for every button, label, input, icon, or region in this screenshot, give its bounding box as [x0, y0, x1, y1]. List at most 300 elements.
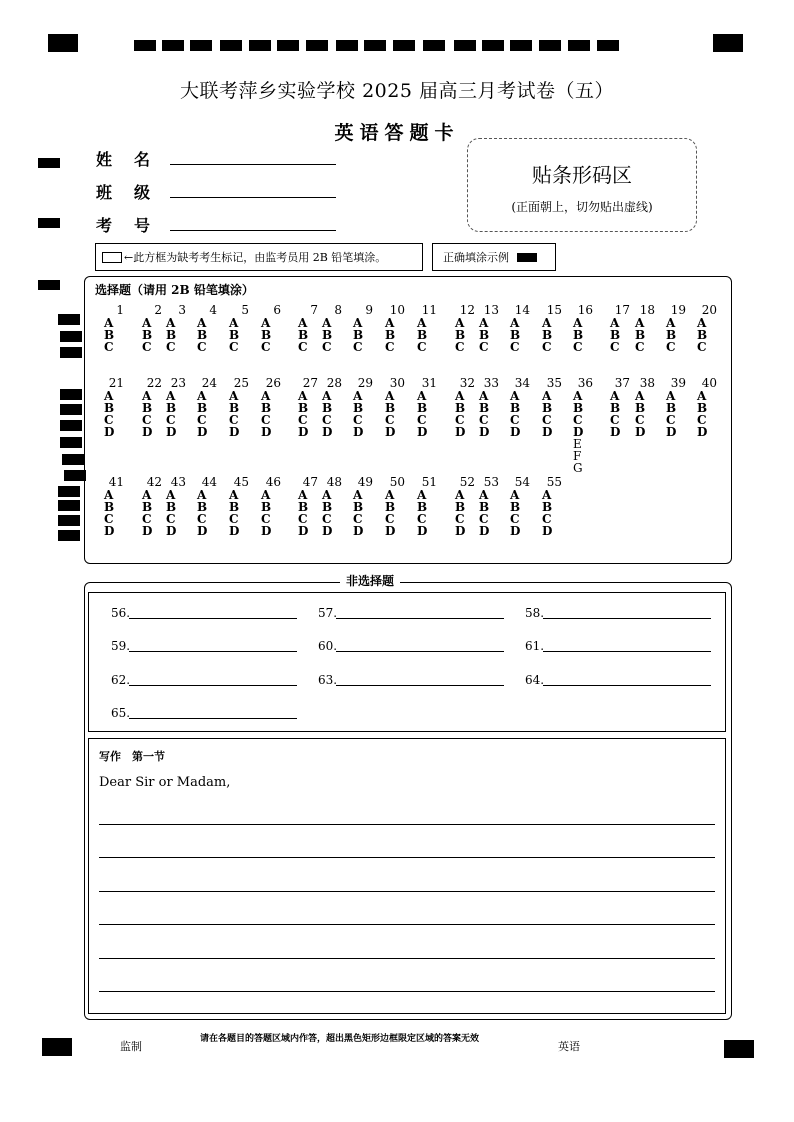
question-number: 34 — [514, 376, 530, 390]
option-bubble-c[interactable]: C — [166, 413, 176, 427]
option-bubble-c[interactable]: C — [510, 512, 520, 526]
option-bubble-c[interactable]: C — [697, 413, 707, 427]
option-bubble-a[interactable]: A — [635, 316, 645, 330]
option-bubble-d[interactable]: D — [229, 425, 240, 439]
question-29 — [353, 377, 373, 438]
option-bubble-d[interactable]: D — [322, 425, 333, 439]
option-bubble-d[interactable]: D — [104, 425, 115, 439]
question-6 — [261, 304, 281, 353]
option-bubble-c[interactable]: C — [610, 413, 620, 427]
option-bubble-a[interactable]: A — [229, 488, 239, 502]
option-bubble-a[interactable]: A — [697, 389, 707, 403]
option-bubble-a[interactable]: A — [322, 488, 332, 502]
option-bubble-a[interactable]: A — [353, 389, 363, 403]
option-bubble-c[interactable]: C — [298, 340, 308, 354]
blank-answer-line-62[interactable] — [129, 685, 297, 686]
timing-mark — [220, 40, 242, 51]
option-bubble-b[interactable]: B — [261, 328, 272, 342]
option-bubble-c[interactable]: C — [479, 413, 489, 427]
option-bubble-c[interactable]: C — [417, 413, 427, 427]
option-bubble-c[interactable]: C — [261, 340, 271, 354]
timing-mark — [60, 437, 82, 448]
option-bubble-b[interactable]: B — [229, 401, 240, 415]
option-bubble-a[interactable]: A — [455, 389, 465, 403]
option-bubble-a[interactable]: A — [261, 389, 271, 403]
option-bubble-d[interactable]: D — [666, 425, 677, 439]
option-bubble-a[interactable]: A — [573, 316, 583, 330]
option-bubble-d[interactable]: D — [298, 425, 309, 439]
question-41 — [104, 476, 124, 537]
option-bubble-a[interactable]: A — [322, 389, 332, 403]
fill-in-blanks-box — [88, 592, 726, 732]
option-bubble-b[interactable]: B — [697, 328, 708, 342]
option-bubble-b[interactable]: B — [385, 328, 396, 342]
option-bubble-d[interactable]: D — [610, 425, 621, 439]
option-bubble-c[interactable]: C — [542, 413, 552, 427]
option-bubble-c[interactable]: C — [229, 413, 239, 427]
timing-mark — [306, 40, 328, 51]
option-bubble-c[interactable]: C — [417, 340, 427, 354]
option-bubble-b[interactable]: B — [455, 500, 466, 514]
option-bubble-a[interactable]: A — [298, 488, 308, 502]
option-bubble-a[interactable]: A — [610, 389, 620, 403]
option-bubble-d[interactable]: D — [635, 425, 646, 439]
option-bubble-a[interactable]: A — [322, 316, 332, 330]
option-bubble-b[interactable]: B — [197, 328, 208, 342]
option-bubble-a[interactable]: A — [417, 389, 427, 403]
option-bubble-a[interactable]: A — [417, 488, 427, 502]
question-number: 20 — [701, 303, 717, 317]
exam-id-label: 考号 — [96, 216, 173, 235]
option-bubble-a[interactable]: A — [166, 316, 176, 330]
writing-line[interactable] — [99, 924, 715, 925]
option-bubble-a[interactable]: A — [298, 389, 308, 403]
option-bubble-d[interactable]: D — [229, 524, 240, 538]
option-bubble-c[interactable]: C — [542, 512, 552, 526]
blank-answer-line-64[interactable] — [543, 685, 711, 686]
option-bubble-d[interactable]: D — [385, 524, 396, 538]
class-field[interactable] — [170, 197, 336, 198]
writing-line[interactable] — [99, 857, 715, 858]
option-bubble-g[interactable]: G — [573, 461, 583, 475]
option-bubble-d[interactable]: D — [479, 425, 490, 439]
option-bubble-a[interactable]: A — [385, 316, 395, 330]
option-bubble-d[interactable]: D — [417, 524, 428, 538]
question-number: 6 — [273, 303, 281, 317]
option-bubble-b[interactable]: B — [542, 500, 553, 514]
option-bubble-b[interactable]: B — [385, 500, 396, 514]
option-bubble-d[interactable]: D — [166, 425, 177, 439]
option-bubble-e[interactable]: E — [573, 437, 582, 451]
question-number: 53 — [483, 475, 499, 489]
option-bubble-c[interactable]: C — [353, 340, 363, 354]
footer-subject: 英语 — [558, 1040, 580, 1053]
question-number: 51 — [421, 475, 437, 489]
option-bubble-b[interactable]: B — [166, 401, 177, 415]
option-bubble-b[interactable]: B — [479, 328, 490, 342]
option-bubble-b[interactable]: B — [542, 401, 553, 415]
question-number: 54 — [514, 475, 530, 489]
option-bubble-b[interactable]: B — [666, 328, 677, 342]
corner-mark-top-right — [713, 34, 743, 52]
option-bubble-b[interactable]: B — [573, 401, 584, 415]
card-subtitle: 英语答题卡 — [334, 122, 460, 144]
option-bubble-b[interactable]: B — [455, 401, 466, 415]
option-bubble-a[interactable]: A — [229, 316, 239, 330]
option-bubble-d[interactable]: D — [455, 425, 466, 439]
timing-mark — [364, 40, 386, 51]
option-bubble-c[interactable]: C — [261, 413, 271, 427]
question-48 — [322, 476, 342, 537]
option-bubble-b[interactable]: B — [298, 500, 309, 514]
option-bubble-d[interactable]: D — [298, 524, 309, 538]
option-bubble-b[interactable]: B — [298, 401, 309, 415]
question-number: 19 — [670, 303, 686, 317]
option-bubble-d[interactable]: D — [197, 524, 208, 538]
option-bubble-a[interactable]: A — [298, 316, 308, 330]
question-number: 2 — [154, 303, 162, 317]
question-30 — [385, 377, 405, 438]
option-bubble-c[interactable]: C — [298, 512, 308, 526]
option-bubble-c[interactable]: C — [197, 340, 207, 354]
option-bubble-b[interactable]: B — [104, 401, 115, 415]
question-3 — [166, 304, 186, 353]
option-bubble-b[interactable]: B — [166, 500, 177, 514]
option-bubble-a[interactable]: A — [385, 389, 395, 403]
option-bubble-f[interactable]: F — [573, 449, 582, 463]
option-bubble-c[interactable]: C — [166, 340, 176, 354]
option-bubble-a[interactable]: A — [635, 389, 645, 403]
blank-label-59: 59. — [111, 639, 131, 653]
writing-line[interactable] — [99, 991, 715, 992]
option-bubble-c[interactable]: C — [542, 340, 552, 354]
question-40 — [697, 377, 717, 438]
question-36 — [573, 377, 593, 474]
option-bubble-a[interactable]: A — [542, 488, 552, 502]
question-18 — [635, 304, 655, 353]
option-bubble-b[interactable]: B — [353, 328, 364, 342]
option-bubble-d[interactable]: D — [197, 425, 208, 439]
question-number: 32 — [459, 376, 475, 390]
option-bubble-a[interactable]: A — [142, 316, 152, 330]
option-bubble-b[interactable]: B — [229, 500, 240, 514]
option-bubble-b[interactable]: B — [455, 328, 466, 342]
question-9 — [353, 304, 373, 353]
name-field[interactable] — [170, 164, 336, 165]
option-bubble-a[interactable]: A — [510, 389, 520, 403]
option-bubble-a[interactable]: A — [261, 488, 271, 502]
option-bubble-a[interactable]: A — [666, 316, 676, 330]
option-bubble-b[interactable]: B — [322, 401, 333, 415]
option-bubble-c[interactable]: C — [479, 340, 489, 354]
option-bubble-b[interactable]: B — [385, 401, 396, 415]
blank-answer-line-61[interactable] — [543, 651, 711, 652]
option-bubble-d[interactable]: D — [455, 524, 466, 538]
class-label: 班级 — [96, 183, 173, 202]
option-bubble-c[interactable]: C — [455, 340, 465, 354]
timing-mark — [249, 40, 271, 51]
option-bubble-b[interactable]: B — [610, 328, 621, 342]
option-bubble-d[interactable]: D — [479, 524, 490, 538]
timing-mark — [162, 40, 184, 51]
option-bubble-a[interactable]: A — [166, 488, 176, 502]
option-bubble-c[interactable]: C — [353, 512, 363, 526]
option-bubble-a[interactable]: A — [197, 488, 207, 502]
timing-mark — [58, 314, 80, 325]
timing-mark — [60, 347, 82, 358]
option-bubble-c[interactable]: C — [166, 512, 176, 526]
option-bubble-d[interactable]: D — [385, 425, 396, 439]
timing-mark — [62, 454, 84, 465]
blank-answer-line-60[interactable] — [336, 651, 504, 652]
option-bubble-a[interactable]: A — [261, 316, 271, 330]
option-bubble-b[interactable]: B — [142, 500, 153, 514]
option-bubble-a[interactable]: A — [510, 316, 520, 330]
blank-answer-line-56[interactable] — [129, 618, 297, 619]
option-bubble-c[interactable]: C — [510, 413, 520, 427]
option-bubble-a[interactable]: A — [197, 389, 207, 403]
fill-example-mark — [517, 253, 537, 262]
option-bubble-b[interactable]: B — [635, 328, 646, 342]
option-bubble-a[interactable]: A — [142, 488, 152, 502]
option-bubble-a[interactable]: A — [542, 316, 552, 330]
option-bubble-a[interactable]: A — [353, 488, 363, 502]
option-bubble-a[interactable]: A — [510, 488, 520, 502]
option-bubble-c[interactable]: C — [635, 413, 645, 427]
question-number: 44 — [201, 475, 217, 489]
writing-title: 写作 第一节 — [99, 750, 165, 763]
option-bubble-c[interactable]: C — [322, 512, 332, 526]
option-bubble-a[interactable]: A — [573, 389, 583, 403]
option-bubble-c[interactable]: C — [104, 340, 114, 354]
blank-answer-line-58[interactable] — [543, 618, 711, 619]
writing-line[interactable] — [99, 891, 715, 892]
option-bubble-a[interactable]: A — [385, 488, 395, 502]
option-bubble-a[interactable]: A — [479, 488, 489, 502]
option-bubble-d[interactable]: D — [573, 425, 584, 439]
timing-mark — [58, 500, 80, 511]
option-bubble-c[interactable]: C — [697, 340, 707, 354]
absent-checkbox[interactable] — [102, 252, 122, 263]
question-number: 17 — [614, 303, 630, 317]
option-bubble-a[interactable]: A — [542, 389, 552, 403]
option-bubble-b[interactable]: B — [104, 328, 115, 342]
option-bubble-b[interactable]: B — [510, 500, 521, 514]
question-14 — [510, 304, 530, 353]
question-44 — [197, 476, 217, 537]
option-bubble-c[interactable]: C — [635, 340, 645, 354]
timing-mark — [336, 40, 358, 51]
blank-answer-line-57[interactable] — [336, 618, 504, 619]
option-bubble-b[interactable]: B — [479, 500, 490, 514]
writing-line[interactable] — [99, 824, 715, 825]
question-number: 18 — [639, 303, 655, 317]
option-bubble-a[interactable]: A — [104, 316, 114, 330]
option-bubble-a[interactable]: A — [479, 389, 489, 403]
option-bubble-d[interactable]: D — [166, 524, 177, 538]
option-bubble-a[interactable]: A — [479, 316, 489, 330]
option-bubble-b[interactable]: B — [610, 401, 621, 415]
option-bubble-c[interactable]: C — [610, 340, 620, 354]
writing-line[interactable] — [99, 958, 715, 959]
option-bubble-b[interactable]: B — [197, 500, 208, 514]
option-bubble-b[interactable]: B — [261, 500, 272, 514]
option-bubble-d[interactable]: D — [261, 524, 272, 538]
question-number: 52 — [459, 475, 475, 489]
option-bubble-c[interactable]: C — [197, 413, 207, 427]
option-bubble-c[interactable]: C — [142, 340, 152, 354]
option-bubble-c[interactable]: C — [385, 413, 395, 427]
timing-mark — [64, 470, 86, 481]
blank-answer-line-59[interactable] — [129, 651, 297, 652]
option-bubble-d[interactable]: D — [542, 524, 553, 538]
question-number: 45 — [233, 475, 249, 489]
option-bubble-b[interactable]: B — [166, 328, 177, 342]
question-35 — [542, 377, 562, 438]
option-bubble-d[interactable]: D — [697, 425, 708, 439]
barcode-title: 贴条形码区 — [532, 163, 632, 187]
question-number: 14 — [514, 303, 530, 317]
question-24 — [197, 377, 217, 438]
option-bubble-d[interactable]: D — [261, 425, 272, 439]
option-bubble-c[interactable]: C — [142, 413, 152, 427]
question-number: 28 — [326, 376, 342, 390]
question-number: 22 — [146, 376, 162, 390]
option-bubble-b[interactable]: B — [635, 401, 646, 415]
option-bubble-c[interactable]: C — [385, 512, 395, 526]
question-number: 33 — [483, 376, 499, 390]
option-bubble-a[interactable]: A — [229, 389, 239, 403]
question-22 — [142, 377, 162, 438]
option-bubble-c[interactable]: C — [298, 413, 308, 427]
option-bubble-a[interactable]: A — [697, 316, 707, 330]
question-17 — [610, 304, 630, 353]
question-number: 39 — [670, 376, 686, 390]
option-bubble-d[interactable]: D — [353, 425, 364, 439]
question-number: 43 — [170, 475, 186, 489]
question-25 — [229, 377, 249, 438]
timing-mark — [60, 404, 82, 415]
option-bubble-b[interactable]: B — [573, 328, 584, 342]
question-37 — [610, 377, 630, 438]
option-bubble-b[interactable]: B — [479, 401, 490, 415]
question-45 — [229, 476, 249, 537]
option-bubble-c[interactable]: C — [229, 340, 239, 354]
option-bubble-b[interactable]: B — [261, 401, 272, 415]
option-bubble-b[interactable]: B — [322, 500, 333, 514]
blank-label-60: 60. — [318, 639, 338, 653]
option-bubble-a[interactable]: A — [353, 316, 363, 330]
timing-mark — [568, 40, 590, 51]
option-bubble-c[interactable]: C — [510, 340, 520, 354]
option-bubble-c[interactable]: C — [385, 340, 395, 354]
question-33 — [479, 377, 499, 438]
option-bubble-b[interactable]: B — [229, 328, 240, 342]
option-bubble-d[interactable]: D — [417, 425, 428, 439]
option-bubble-a[interactable]: A — [666, 389, 676, 403]
option-bubble-b[interactable]: B — [417, 500, 428, 514]
question-number: 47 — [302, 475, 318, 489]
option-bubble-b[interactable]: B — [666, 401, 677, 415]
option-bubble-b[interactable]: B — [353, 500, 364, 514]
option-bubble-d[interactable]: D — [510, 425, 521, 439]
option-bubble-b[interactable]: B — [104, 500, 115, 514]
option-bubble-c[interactable]: C — [322, 340, 332, 354]
option-bubble-c[interactable]: C — [104, 413, 114, 427]
option-bubble-b[interactable]: B — [353, 401, 364, 415]
corner-mark-bottom-left — [42, 1038, 72, 1056]
option-bubble-c[interactable]: C — [417, 512, 427, 526]
option-bubble-a[interactable]: A — [104, 389, 114, 403]
option-bubble-c[interactable]: C — [479, 512, 489, 526]
option-bubble-b[interactable]: B — [142, 328, 153, 342]
option-bubble-b[interactable]: B — [510, 401, 521, 415]
option-bubble-c[interactable]: C — [666, 413, 676, 427]
option-bubble-a[interactable]: A — [455, 316, 465, 330]
option-bubble-b[interactable]: B — [322, 328, 333, 342]
option-bubble-b[interactable]: B — [142, 401, 153, 415]
question-7 — [298, 304, 318, 353]
option-bubble-d[interactable]: D — [353, 524, 364, 538]
option-bubble-c[interactable]: C — [197, 512, 207, 526]
timing-mark — [277, 40, 299, 51]
option-bubble-d[interactable]: D — [510, 524, 521, 538]
blank-answer-line-63[interactable] — [336, 685, 504, 686]
option-bubble-d[interactable]: D — [142, 524, 153, 538]
option-bubble-b[interactable]: B — [298, 328, 309, 342]
multiple-choice-title: 选择题（请用 2B 铅笔填涂） — [95, 283, 254, 297]
option-bubble-c[interactable]: C — [142, 512, 152, 526]
exam-id-field[interactable] — [170, 230, 336, 231]
option-bubble-b[interactable]: B — [542, 328, 553, 342]
question-10 — [385, 304, 405, 353]
option-bubble-a[interactable]: A — [417, 316, 427, 330]
option-bubble-b[interactable]: B — [417, 401, 428, 415]
blank-answer-line-65[interactable] — [129, 718, 297, 719]
option-bubble-d[interactable]: D — [104, 524, 115, 538]
option-bubble-a[interactable]: A — [197, 316, 207, 330]
option-bubble-c[interactable]: C — [573, 340, 583, 354]
option-bubble-b[interactable]: B — [697, 401, 708, 415]
option-bubble-a[interactable]: A — [104, 488, 114, 502]
option-bubble-a[interactable]: A — [142, 389, 152, 403]
option-bubble-c[interactable]: C — [573, 413, 583, 427]
option-bubble-b[interactable]: B — [510, 328, 521, 342]
option-bubble-c[interactable]: C — [666, 340, 676, 354]
timing-mark — [393, 40, 415, 51]
option-bubble-d[interactable]: D — [542, 425, 553, 439]
option-bubble-d[interactable]: D — [142, 425, 153, 439]
option-bubble-c[interactable]: C — [261, 512, 271, 526]
barcode-area — [467, 138, 697, 232]
option-bubble-b[interactable]: B — [417, 328, 428, 342]
question-number: 9 — [365, 303, 373, 317]
option-bubble-b[interactable]: B — [197, 401, 208, 415]
option-bubble-c[interactable]: C — [322, 413, 332, 427]
option-bubble-a[interactable]: A — [455, 488, 465, 502]
option-bubble-c[interactable]: C — [455, 413, 465, 427]
option-bubble-a[interactable]: A — [166, 389, 176, 403]
option-bubble-c[interactable]: C — [353, 413, 363, 427]
option-bubble-c[interactable]: C — [229, 512, 239, 526]
option-bubble-d[interactable]: D — [322, 524, 333, 538]
option-bubble-a[interactable]: A — [610, 316, 620, 330]
option-bubble-c[interactable]: C — [104, 512, 114, 526]
option-bubble-c[interactable]: C — [455, 512, 465, 526]
question-28 — [322, 377, 342, 438]
question-number: 36 — [577, 376, 593, 390]
question-52 — [455, 476, 475, 537]
